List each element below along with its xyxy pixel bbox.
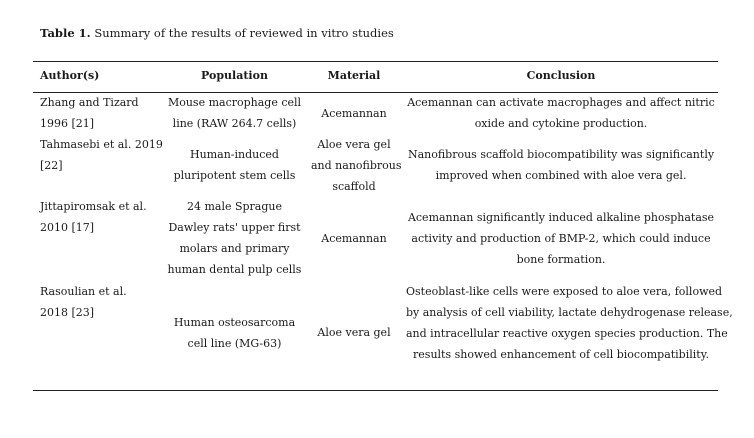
- material-cell: Aloe vera gel and nanofibrous scaffold: [311, 138, 402, 193]
- conclusion-cell: Osteoblast-like cells were exposed to aloe vera, followed by analysis of cell viability, lactate dehydrogenase release, and intracellular reactive oxygen species production. The results showed enhancement of cell biocompatibility.: [406, 285, 733, 361]
- population-cell: Human osteosarcoma cell line (MG-63): [173, 316, 296, 350]
- column-header-author: Author(s): [40, 69, 100, 82]
- author-cell: Zhang and Tizard 1996 [21]: [40, 96, 139, 130]
- population-cell: 24 male Sprague Dawley rats' upper first molars and primary human dental pulp cells: [167, 200, 302, 276]
- table-caption-text: Summary of the results of reviewed in vitro studies: [94, 26, 394, 40]
- table-caption: [40, 26, 394, 40]
- material-cell: Acemannan: [321, 232, 387, 245]
- column-header-material: Material: [327, 69, 381, 82]
- conclusion-cell: Nanofibrous scaffold biocompatibility was significantly improved when combined with aloe vera gel.: [407, 148, 715, 182]
- population-cell: Human-induced pluripotent stem cells: [173, 148, 296, 182]
- material-cell: Aloe vera gel: [317, 326, 391, 339]
- author-cell: Tahmasebi et al. 2019 [22]: [40, 138, 163, 172]
- conclusion-cell: Acemannan significantly induced alkaline phosphatase activity and production of BMP-2, which could induce bone formation.: [407, 211, 715, 266]
- author-cell: Rasoulian et al. 2018 [23]: [40, 285, 127, 319]
- author-cell: Jittapiromsak et al. 2010 [17]: [40, 200, 147, 234]
- population-cell: Mouse macrophage cell line (RAW 264.7 cells): [167, 96, 302, 130]
- column-header-population: Population: [201, 69, 268, 82]
- column-header-conclusion: Conclusion: [526, 69, 596, 82]
- table-caption-label: Table 1.: [40, 26, 91, 40]
- material-cell: Acemannan: [321, 107, 387, 120]
- results-table: [33, 61, 733, 391]
- conclusion-cell: Acemannan can activate macrophages and affect nitric oxide and cytokine production.: [407, 96, 715, 130]
